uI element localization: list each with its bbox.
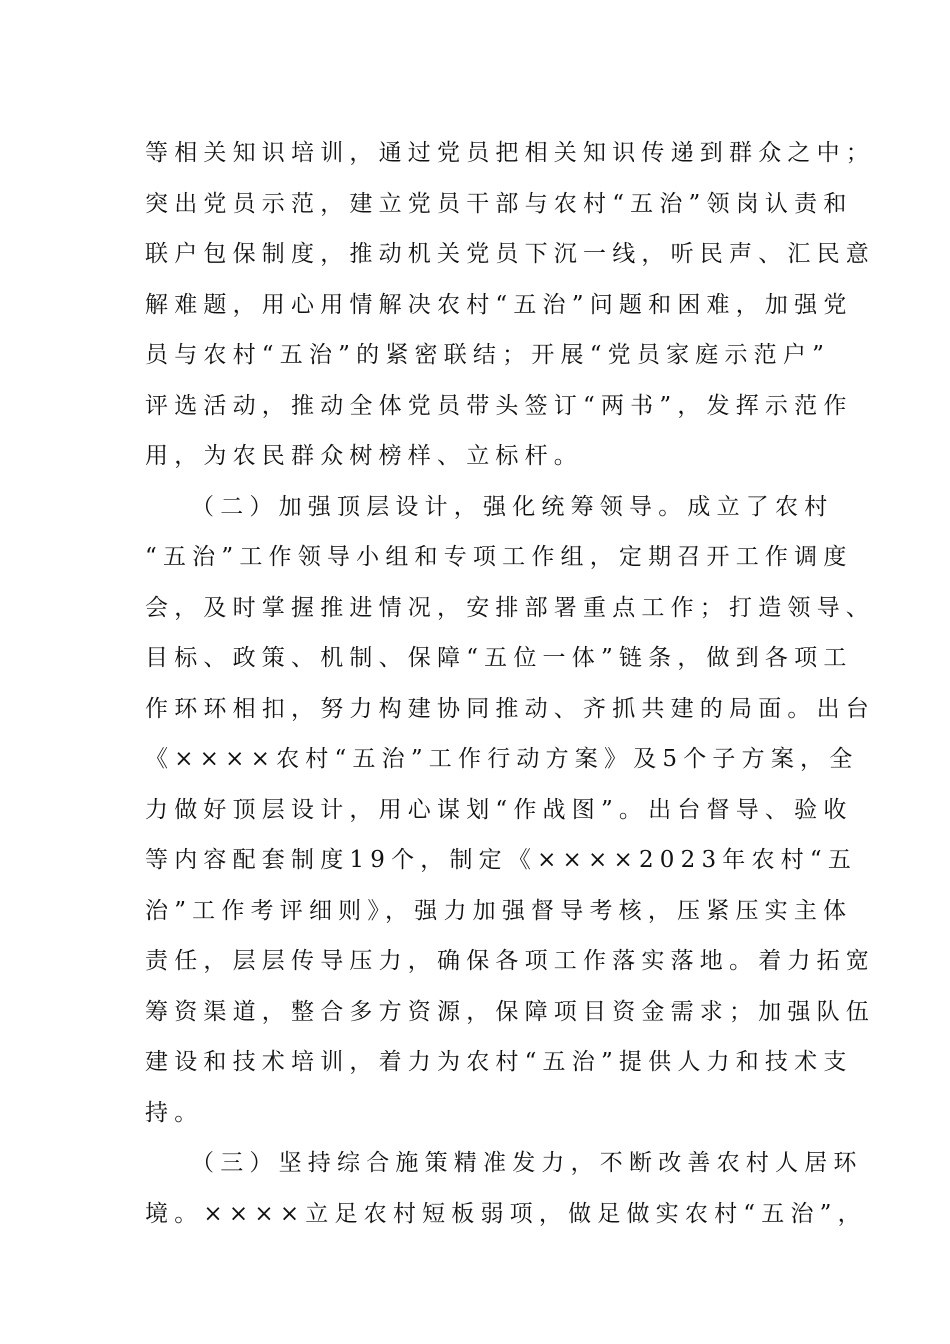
text-line: 境。××××立足农村短板弱项，做足做实农村“五治”，	[145, 1200, 867, 1227]
text-line: 解难题，用心用情解决农村“五治”问题和困难，加强党	[145, 291, 853, 318]
text-line: 力做好顶层设计，用心谋划“作战图”。出台督导、验收	[145, 796, 853, 823]
text-line: 治”工作考评细则》，强力加强督导考核，压紧压实主体	[145, 897, 853, 924]
body-text	[145, 128, 875, 1239]
text-line: 筹资渠道，整合多方资源，保障项目资金需求；加强队伍	[145, 998, 875, 1025]
text-line: 等相关知识培训，通过党员把相关知识传递到群众之中；	[145, 140, 875, 166]
text-line: 会，及时掌握推进情况，安排部署重点工作；打造领导、	[145, 594, 875, 621]
text-line: 作环环相扣，努力构建协同推动、齐抓共建的局面。出台	[145, 695, 875, 722]
text-line: 等内容配套制度19个，制定《××××2023年农村“五	[145, 847, 858, 873]
text-line: 联户包保制度，推动机关党员下沉一线，听民声、汇民意	[145, 241, 875, 267]
text-line: 《××××农村“五治”工作行动方案》及5个子方案，全	[145, 746, 859, 772]
paragraph-start-line: （二）加强顶层设计，强化统筹领导。成立了农村	[191, 493, 834, 520]
text-line: 责任，层层传导压力，确保各项工作落实落地。着力拓宽	[145, 948, 875, 974]
text-line: “五治”工作领导小组和专项工作组，定期召开工作调度	[145, 544, 853, 570]
text-line: 突出党员示范，建立党员干部与农村“五治”领岗认责和	[145, 190, 853, 217]
text-line: 建设和技术培训，着力为农村“五治”提供人力和技术支	[145, 1049, 853, 1075]
text-line: 评选活动，推动全体党员带头签订“两书”，发挥示范作	[145, 392, 853, 419]
text-line: 目标、政策、机制、保障“五位一体”链条，做到各项工	[145, 645, 853, 671]
text-line: 员与农村“五治”的紧密联结；开展“党员家庭示范户”	[145, 342, 831, 368]
text-line: 持。	[145, 1099, 204, 1126]
paragraph-start-line: （三）坚持综合施策精准发力，不断改善农村人居环	[191, 1150, 863, 1176]
text-line: 用，为农民群众树榜样、立标杆。	[145, 443, 583, 469]
